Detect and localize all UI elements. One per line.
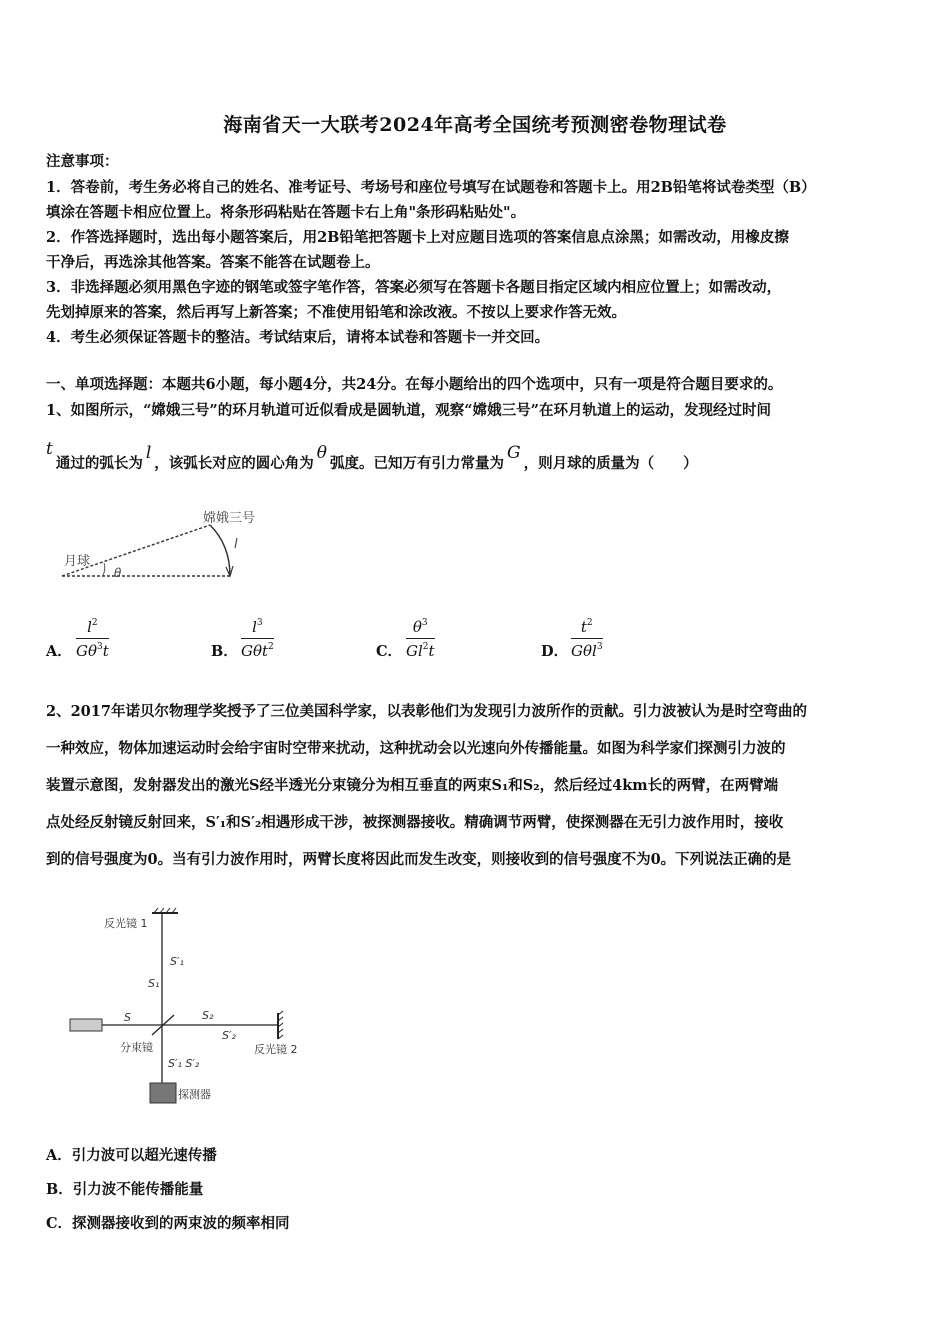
s2-label: S₂ (202, 1009, 214, 1022)
q2-text: 点处经反射镜反射回来，S′₁和S′₂相遇形成干涉，被探测器接收。精确调节两臂，使探测器在无引力波作用时，接收 (46, 814, 784, 831)
notice-line: 2．作答选择题时，选出每小题答案后，用2B铅笔把答题卡上对应题目选项的答案信息点涂黑；如需改动，用橡皮擦 (46, 229, 789, 246)
s1p-label: S′₁ (170, 955, 184, 968)
var-theta: θ (316, 443, 328, 463)
formula: $t^2$ Gθl$^3$ (571, 618, 603, 660)
q2-text: 到的信号强度为0。当有引力波作用时，两臂长度将因此而发生改变，则接收到的信号强度不为0。下列说法正确的是 (46, 851, 792, 868)
detector (150, 1083, 176, 1103)
option-b[interactable]: B．引力波不能传播能量 (46, 1181, 204, 1198)
notice-line: 干净后，再选涂其他答案。答案不能答在试题卷上。 (46, 254, 380, 271)
option-a[interactable]: A．引力波可以超光速传播 (46, 1147, 217, 1164)
splitter-label: 分束镜 (120, 1041, 153, 1054)
var-G: G (507, 443, 521, 463)
moon-label: 月球 (64, 554, 91, 569)
q1-orbit-figure (58, 505, 288, 590)
s-label: S (124, 1011, 131, 1024)
formula: $l^3$ Gθt$^2$ (241, 618, 274, 660)
q1-text: 1、如图所示，“嫦娥三号”的环月轨道可近似看成是圆轨道，观察“嫦娥三号”在环月轨道上的运动，发现经过时间 (46, 402, 771, 419)
angle-label: θ (114, 566, 122, 580)
notice-line: 4．考生必须保证答题卡的整洁。考试结束后，请将本试卷和答题卡一并交回。 (46, 329, 550, 346)
notice-line: 3．非选择题必须用黑色字迹的钢笔或签字笔作答，答案必须写在答题卡各题目指定区域内相应位置上；如需改动， (46, 279, 782, 296)
formula: $\frac{l^2}{G\theta^3t}$ (76, 618, 109, 660)
craft-label: 嫦娥三号 (203, 511, 256, 526)
q1-text-line2: t通过的弧长为l，该弧长对应的圆心角为θ弧度。已知万有引力常量为G，则月球的质量为（ ） (46, 439, 698, 472)
q2-text: 2、2017年诺贝尔物理学奖授予了三位美国科学家，以表彰他们为发现引力波所作的贡献。引力波被认为是时空弯曲的 (46, 703, 807, 720)
s2p-label: S′₂ (222, 1029, 236, 1042)
interferometer-figure (68, 905, 328, 1110)
var-t: t (46, 439, 53, 459)
q2-text: 一种效应，物体加速运动时会给宇宙时空带来扰动，这种扰动会以光速向外传播能量。如图为科学家们探测引力波的 (46, 740, 786, 757)
arc-label: l (234, 537, 238, 552)
detector-label: 探测器 (178, 1088, 211, 1101)
section-heading: 一、单项选择题：本题共6小题，每小题4分，共24分。在每小题给出的四个选项中，只有一项是符合题目要求的。 (46, 376, 783, 393)
mirror-2-label: 反光镜 2 (254, 1043, 298, 1056)
notice-line: 先划掉原来的答案，然后再写上新答案；不准使用铅笔和涂改液。不按以上要求作答无效。 (46, 304, 626, 321)
exam-title: 海南省天一大联考2024年高考全国统考预测密卷物理试卷 (223, 114, 727, 136)
q2-text: 装置示意图，发射器发出的激光S经半透光分束镜分为相互垂直的两束S₁和S₂，然后经过4km长的两臂，在两臂端 (46, 777, 779, 794)
laser-emitter (70, 1019, 102, 1031)
notice-heading: 注意事项： (46, 153, 119, 170)
notice-line: 1．答卷前，考生务必将自己的姓名、准考证号、考场号和座位号填写在试题卷和答题卡上。用2B铅笔将试卷类型（B） (46, 179, 816, 196)
mirror-1-label: 反光镜 1 (104, 917, 148, 930)
var-l: l (145, 443, 152, 463)
s1-label: S₁ (148, 977, 160, 990)
angle-arc (103, 563, 105, 576)
formula: $\frac{\theta^3}{Gl^2t}$ (406, 618, 435, 660)
option-c[interactable]: C．探测器接收到的两束波的频率相同 (46, 1215, 290, 1232)
output-label: S′₁ S′₂ (168, 1057, 200, 1070)
notice-line: 填涂在答题卡相应位置上。将条形码粘贴在答题卡右上角"条形码粘贴处"。 (46, 204, 526, 221)
